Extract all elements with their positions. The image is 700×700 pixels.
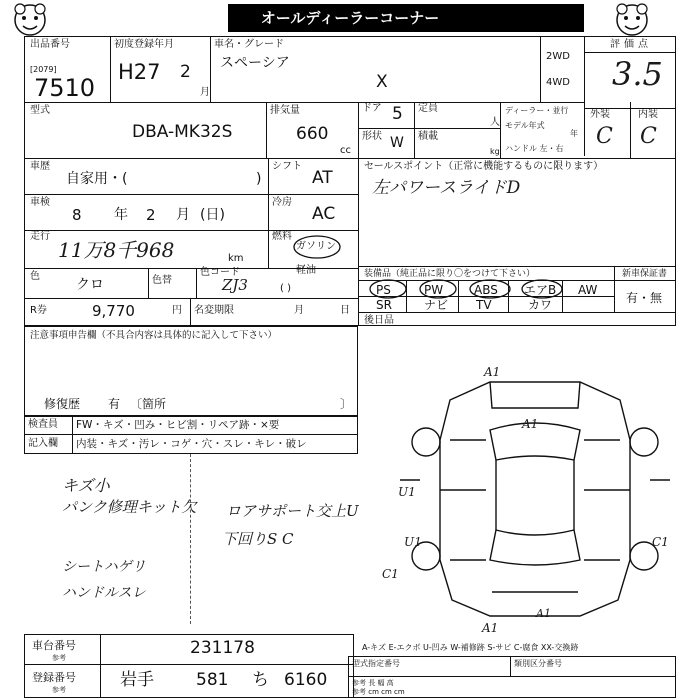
equip-airbag: エアB bbox=[524, 283, 557, 297]
mark-a1-windshield: A1 bbox=[522, 417, 539, 431]
load-label: 積載 bbox=[418, 131, 438, 142]
inspection-month: 2 bbox=[146, 206, 156, 224]
car-damage-diagram bbox=[390, 360, 680, 630]
lot-label: 出品番号 bbox=[30, 39, 70, 50]
plate-num1: 581 bbox=[196, 670, 229, 690]
mileage-unit: km bbox=[228, 253, 244, 264]
first-reg-month: 2 bbox=[180, 62, 191, 82]
first-reg-label: 初度登録年月 bbox=[114, 39, 174, 50]
equip-navi: ナビ bbox=[424, 298, 449, 312]
drive-4wd: 4WD bbox=[546, 77, 570, 88]
warranty-label: 新車保証書 bbox=[622, 269, 668, 279]
equip-pw: PW bbox=[424, 283, 444, 297]
mark-c1-right: C1 bbox=[652, 535, 669, 549]
after-parts-label: 後日品 bbox=[364, 315, 394, 326]
exterior-value: C bbox=[596, 124, 613, 149]
inspection-label: 車検 bbox=[30, 197, 50, 208]
handle-label: ハンドル 左・右 bbox=[505, 144, 564, 153]
capacity-label: 定員 bbox=[418, 103, 438, 114]
mark-a1-top: A1 bbox=[484, 365, 501, 379]
repair-place: 〔箇所 bbox=[130, 397, 167, 411]
interior-label: 内装 bbox=[638, 109, 658, 120]
hw-line1: キズ小 bbox=[62, 476, 110, 495]
recycle-unit: 円 bbox=[172, 305, 182, 316]
mileage-label: 走行 bbox=[30, 231, 50, 242]
color-code-label: 色コード bbox=[200, 267, 240, 278]
plate-kana: ち bbox=[252, 670, 269, 690]
sales-label: セールスポイント（正常に機能するものに限ります） bbox=[364, 161, 604, 172]
aircon-value: AC bbox=[312, 204, 336, 224]
equip-leather: カワ bbox=[528, 298, 553, 312]
inspection-month-unit: 月 bbox=[176, 207, 190, 223]
hw-line3: ロアサポート交上U bbox=[226, 502, 359, 520]
mark-u1-a: U1 bbox=[398, 485, 416, 499]
model-value: DBA-MK32S bbox=[132, 122, 233, 142]
score-value: 3.5 bbox=[612, 55, 663, 93]
history-label: 車歴 bbox=[30, 161, 50, 172]
equip-ps: PS bbox=[376, 283, 391, 297]
check-row1: FW・キズ・凹み・ヒビ割・リペア跡・×要 bbox=[76, 419, 280, 431]
fuel-paren: ( ) bbox=[280, 283, 291, 294]
capacity-unit: 人 bbox=[490, 117, 500, 128]
mark-a1-bottom: A1 bbox=[482, 621, 499, 635]
dealer-label: ディーラー・並行 bbox=[505, 106, 569, 115]
plate-num2: 6160 bbox=[284, 670, 328, 690]
shift-label: シフト bbox=[272, 161, 302, 172]
check-row1-label: 検査員 bbox=[28, 419, 58, 430]
mark-a1-rear: A1 bbox=[536, 607, 551, 620]
plate-label: 登録番号 bbox=[32, 671, 76, 684]
chassis-label: 車台番号 bbox=[32, 639, 76, 652]
car-name: スペーシア bbox=[220, 55, 290, 71]
interior-value: C bbox=[640, 124, 657, 149]
mascot-logo-right bbox=[612, 2, 652, 38]
hw-line5: シートハゲリ bbox=[62, 559, 146, 575]
mark-c1-left: C1 bbox=[382, 567, 399, 581]
hw-line2: パンク修理キット欠 bbox=[62, 498, 197, 516]
recycle-label: R券 bbox=[30, 305, 47, 316]
type-spec-row2: 参考 cm cm cm bbox=[352, 688, 405, 696]
fuel-diesel: 軽油 bbox=[296, 265, 316, 276]
drive-2wd: 2WD bbox=[546, 51, 570, 62]
model-year-unit: 年 bbox=[570, 129, 578, 138]
recycle-value: 9,770 bbox=[92, 302, 135, 320]
repair-value: 有 bbox=[108, 397, 121, 411]
displacement-unit: cc bbox=[340, 145, 351, 156]
fuel-gas-circle bbox=[292, 234, 342, 260]
lot-sub: [2079] bbox=[30, 65, 57, 74]
notes-label: 注意事項申告欄（不具合内容は具体的に記入して下さい） bbox=[30, 330, 278, 341]
mascot-logo-left bbox=[10, 2, 50, 38]
chassis-sub: 参考 bbox=[52, 654, 66, 662]
inspection-year: 8 bbox=[72, 206, 82, 224]
damage-legend: A-キズ E-エクボ U-凹み W-補修跡 S-サビ C-腐食 XX-交換跡 bbox=[362, 643, 579, 652]
type-spec-row1: 参考 長 幅 高 bbox=[352, 679, 394, 687]
model-year-label: モデル年式 bbox=[505, 121, 545, 130]
equipment-label: 装備品（純正品に限り〇をつけて下さい） bbox=[364, 269, 536, 279]
name-change-label: 名変期限 bbox=[194, 305, 234, 316]
warranty-value: 有・無 bbox=[626, 291, 663, 305]
car-name-label: 車名・グレード bbox=[214, 39, 284, 50]
name-change-unit: 月 bbox=[294, 305, 304, 316]
shift-value: AT bbox=[312, 168, 333, 188]
fuel-gas: ガソリン bbox=[296, 241, 336, 252]
first-reg-era: H27 bbox=[118, 60, 161, 84]
score-label: 評価点 bbox=[610, 39, 652, 50]
chassis-value: 231178 bbox=[190, 638, 255, 658]
inspection-day-unit: (日) bbox=[200, 207, 225, 223]
exterior-label: 外装 bbox=[590, 109, 610, 120]
car-grade: X bbox=[376, 72, 388, 92]
type-spec-label2: 類別区分番号 bbox=[514, 659, 562, 668]
equip-aw: AW bbox=[578, 283, 598, 297]
color-swap-label: 色替 bbox=[152, 275, 172, 286]
header-title: オールディーラーコーナー bbox=[260, 9, 440, 27]
model-label: 型式 bbox=[30, 105, 50, 116]
hw-line4: 下回りS C bbox=[222, 530, 294, 548]
repair-close: 〕 bbox=[340, 397, 353, 411]
mileage-value: 11万8千968 bbox=[58, 238, 175, 262]
aircon-label: 冷房 bbox=[272, 197, 292, 208]
type-spec-label1: 型式指定番号 bbox=[352, 659, 400, 668]
inspection-year-unit: 年 bbox=[114, 207, 128, 223]
equip-abs: ABS bbox=[474, 283, 498, 297]
plate-pref: 岩手 bbox=[120, 670, 154, 690]
history-close: ) bbox=[256, 171, 262, 187]
check-row2-label: 記入欄 bbox=[28, 438, 58, 449]
name-change-day: 日 bbox=[340, 305, 350, 316]
first-reg-month-unit: 月 bbox=[200, 87, 210, 98]
check-row2: 内装・キズ・汚レ・コゲ・穴・スレ・キレ・破レ bbox=[76, 438, 307, 450]
equip-sr: SR bbox=[376, 298, 392, 312]
shape-label: 形状 bbox=[362, 131, 382, 142]
doors-value: 5 bbox=[392, 104, 403, 124]
color-label: 色 bbox=[30, 271, 40, 282]
shape-value: W bbox=[390, 135, 404, 151]
load-unit: kg bbox=[490, 147, 500, 156]
equipment-circles bbox=[360, 278, 580, 300]
lot-number: 7510 bbox=[34, 74, 96, 102]
color-code: ZJ3 bbox=[222, 276, 248, 294]
displacement-value: 660 bbox=[296, 124, 329, 144]
equip-tv: TV bbox=[476, 298, 492, 312]
hw-line6: ハンドルスレ bbox=[62, 585, 146, 601]
sales-text: 左パワースライドD bbox=[372, 178, 521, 198]
doors-label: ドア bbox=[362, 103, 382, 114]
fuel-label: 燃料 bbox=[272, 231, 292, 242]
plate-sub: 参考 bbox=[52, 686, 66, 694]
mark-u1-b: U1 bbox=[404, 535, 422, 549]
history-value: 自家用・( bbox=[66, 171, 128, 187]
displacement-label: 排気量 bbox=[270, 105, 300, 116]
color-value: クロ bbox=[76, 277, 104, 293]
repair-label: 修復歴 bbox=[44, 397, 81, 411]
